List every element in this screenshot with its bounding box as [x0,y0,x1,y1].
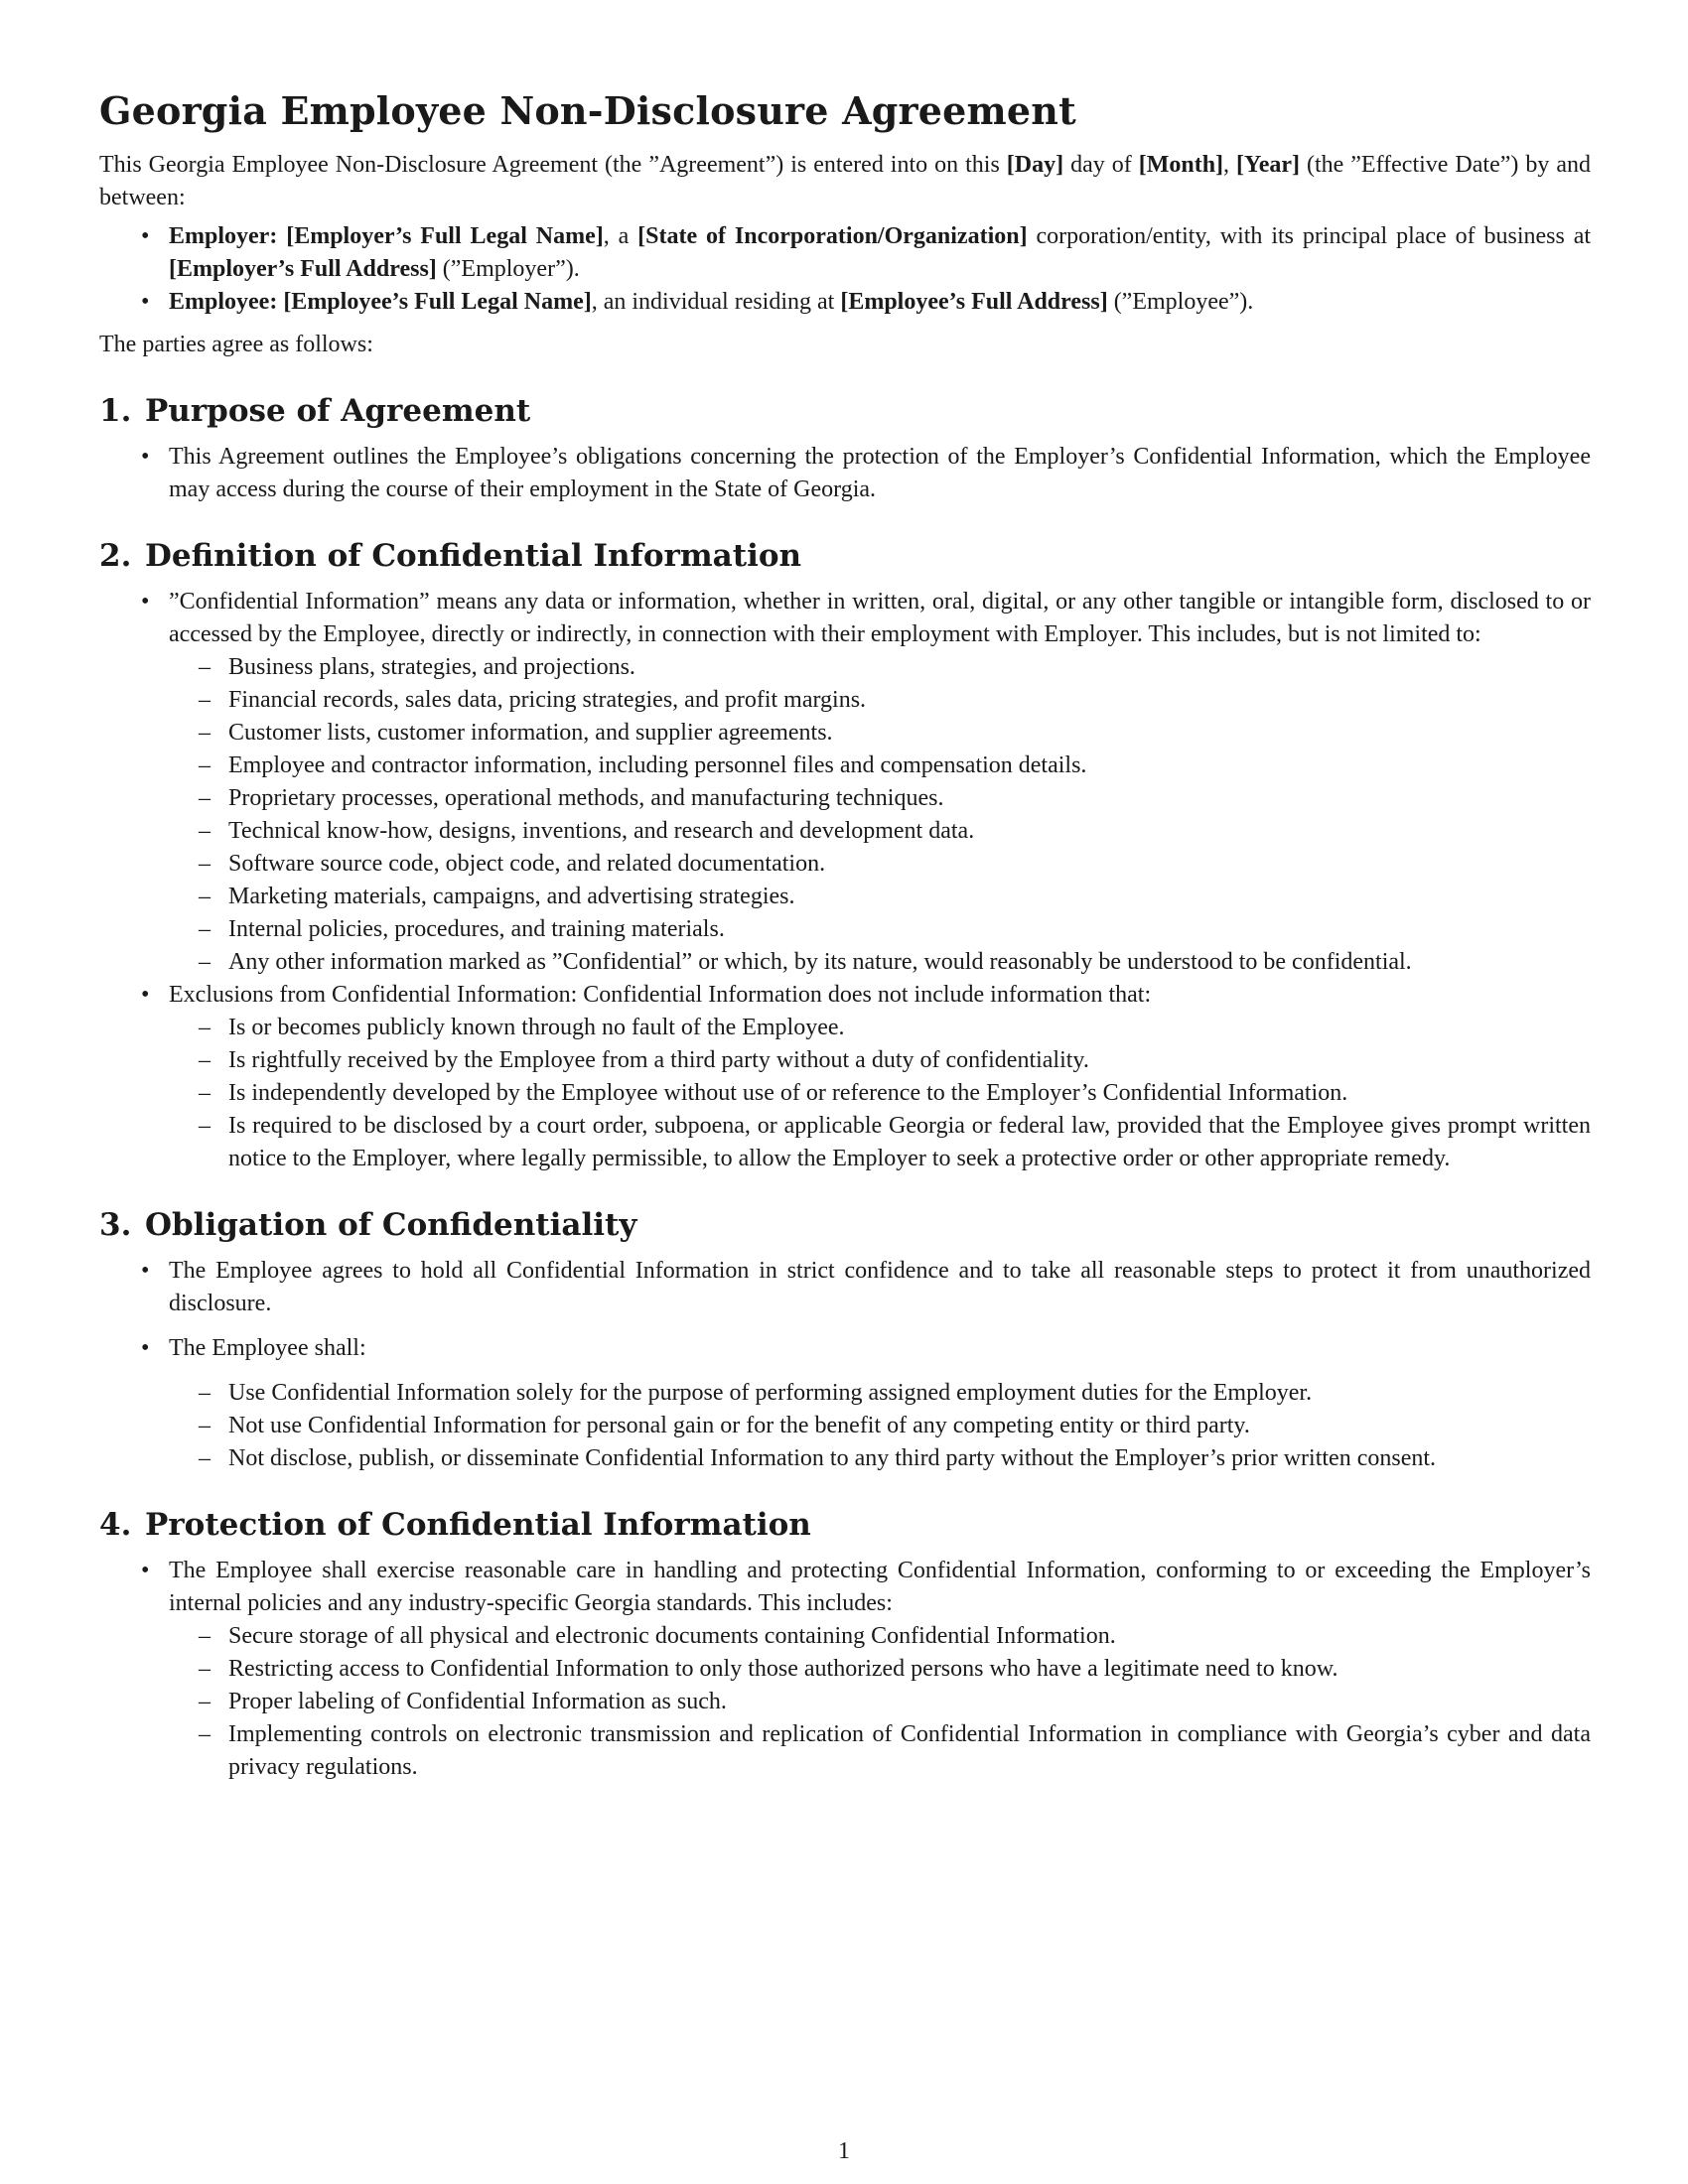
party-text [277,223,286,249]
protection-text: The Employee shall exercise reasonable care in handling and protecting Confidential Information, conforming to or exceeding the Employer’s internal policies and any industry-specific Georgia standards. This includes: [169,1558,1591,1616]
definition-text: ”Confidential Information” means any data or information, whether in written, oral, digital, or any other tangible or intangible form, disclosed to or accessed by the Employee, directly or indirectly, in connection with their employment with Employer. This includes, but is not limited to: [169,589,1591,647]
employee-label: Employee: [169,289,278,315]
section-3-heading [99,1205,1591,1245]
shall-item [169,1332,1591,1475]
employee-address-placeholder: [Employee’s Full Address] [840,289,1108,315]
exclusions-list [169,1012,1591,1175]
list-item: – Implementing controls on electronic transmission and replication of Confidential Information in compliance with Georgia’s cyber and data privacy regulations. [228,1718,1591,1784]
section-title: Purpose of Agreement [145,393,531,429]
parties-list [99,220,1591,319]
day-placeholder: [Day] [1006,152,1064,178]
document-title: Georgia Employee Non-Disclosure Agreement [99,88,1076,133]
list-item: – Customer lists, customer information, and supplier agreements. [228,717,1591,750]
section-number: 4. [99,1507,132,1543]
list-item: – Employee and contractor information, including personnel files and compensation details. [228,750,1591,782]
shall-list [169,1377,1591,1475]
party-text: corporation/entity, with its principal place of business at [1027,223,1592,249]
state-placeholder: [State of Incorporation/Organization] [637,223,1028,249]
section-number: 3. [99,1207,132,1243]
list-item: – Software source code, object code, and related documentation. [228,848,1591,881]
list-item: – Internal policies, procedures, and training materials. [228,913,1591,946]
section-3-list [99,1255,1591,1475]
section-4-list [99,1555,1591,1784]
protection-list [169,1620,1591,1784]
list-item: – Not use Confidential Information for personal gain or for the benefit of any competing entity or third party. [228,1410,1591,1442]
party-text: (”Employee”). [1107,289,1254,315]
list-item: – Proprietary processes, operational methods, and manufacturing techniques. [228,782,1591,815]
employer-party [169,220,1591,286]
section-number: 1. [99,393,132,429]
month-placeholder: [Month] [1138,152,1224,178]
section-number: 2. [99,538,132,574]
employer-name-placeholder: [Employer’s Full Legal Name] [286,223,604,249]
list-item: – Use Confidential Information solely for the purpose of performing assigned employment duties for the Employer. [228,1377,1591,1410]
section-4-heading [99,1505,1591,1545]
employee-name-placeholder: [Employee’s Full Legal Name] [283,289,592,315]
section-1-heading [99,391,1591,431]
includes-list [169,651,1591,979]
intro-paragraph [99,149,1591,214]
party-text: (”Employer”). [436,256,580,282]
list-item: • This Agreement outlines the Employee’s obligations concerning the protection of the Employer’s Confidential Information, which the Employee may access during the course of their employment in the State of Georgia. [169,441,1591,506]
intro-text: This Georgia Employee Non-Disclosure Agreement (the ”Agreement”) is entered into on this [99,152,1007,178]
party-text: , a [603,223,638,249]
list-item: – Is rightfully received by the Employee from a third party without a duty of confidentiality. [228,1044,1591,1077]
list-item: – Any other information marked as ”Confidential” or which, by its nature, would reasonably be understood to be confidential. [228,946,1591,979]
list-item: – Proper labeling of Confidential Information as such. [228,1686,1591,1718]
document-page [99,87,1591,1794]
list-item: – Financial records, sales data, pricing strategies, and profit margins. [228,684,1591,717]
list-item: – Technical know-how, designs, inventions, and research and development data. [228,815,1591,848]
intro-text: day of [1063,152,1139,178]
list-item: – Business plans, strategies, and projections. [228,651,1591,684]
protection-item [169,1555,1591,1784]
page-number: 1 [838,2138,850,2164]
intro-text: , [1223,152,1237,178]
section-2-list [99,586,1591,1175]
list-item: – Is or becomes publicly known through no fault of the Employee. [228,1012,1591,1044]
list-item: – Marketing materials, campaigns, and advertising strategies. [228,881,1591,913]
section-title: Obligation of Confidentiality [145,1207,637,1243]
list-item: – Is independently developed by the Employee without use of or reference to the Employer’s Confidential Information. [228,1077,1591,1110]
exclusions-text: Exclusions from Confidential Information: Confidential Information does not include information that: [169,982,1152,1008]
definition-item [169,586,1591,979]
list-item: – Restricting access to Confidential Information to only those authorized persons who have a legitimate need to know. [228,1653,1591,1686]
section-2-heading [99,536,1591,576]
section-title: Protection of Confidential Information [145,1507,811,1543]
section-1-list [99,441,1591,506]
list-item: – Not disclose, publish, or disseminate Confidential Information to any third party without the Employer’s prior written consent. [228,1442,1591,1475]
list-item: • The Employee agrees to hold all Confidential Information in strict confidence and to take all reasonable steps to protect it from unauthorized disclosure. [169,1255,1591,1320]
list-item: – Is required to be disclosed by a court order, subpoena, or applicable Georgia or federal law, provided that the Employee gives prompt written notice to the Employer, where legally permissible, to allow the Employer to seek a protective order or other appropriate remedy. [228,1110,1591,1175]
shall-text: The Employee shall: [169,1335,366,1361]
list-item: – Secure storage of all physical and electronic documents containing Confidential Information. [228,1620,1591,1653]
party-text: , an individual residing at [591,289,841,315]
exclusions-item [169,979,1591,1175]
intro-text: (the ”Effective Date”) by and between: [99,152,1591,210]
section-title: Definition of Confidential Information [145,538,802,574]
employer-address-placeholder: [Employer’s Full Address] [169,256,437,282]
employee-party [169,286,1591,319]
employer-label: Employer: [169,223,278,249]
agree-text: The parties agree as follows: [99,332,373,357]
year-placeholder: [Year] [1236,152,1300,178]
